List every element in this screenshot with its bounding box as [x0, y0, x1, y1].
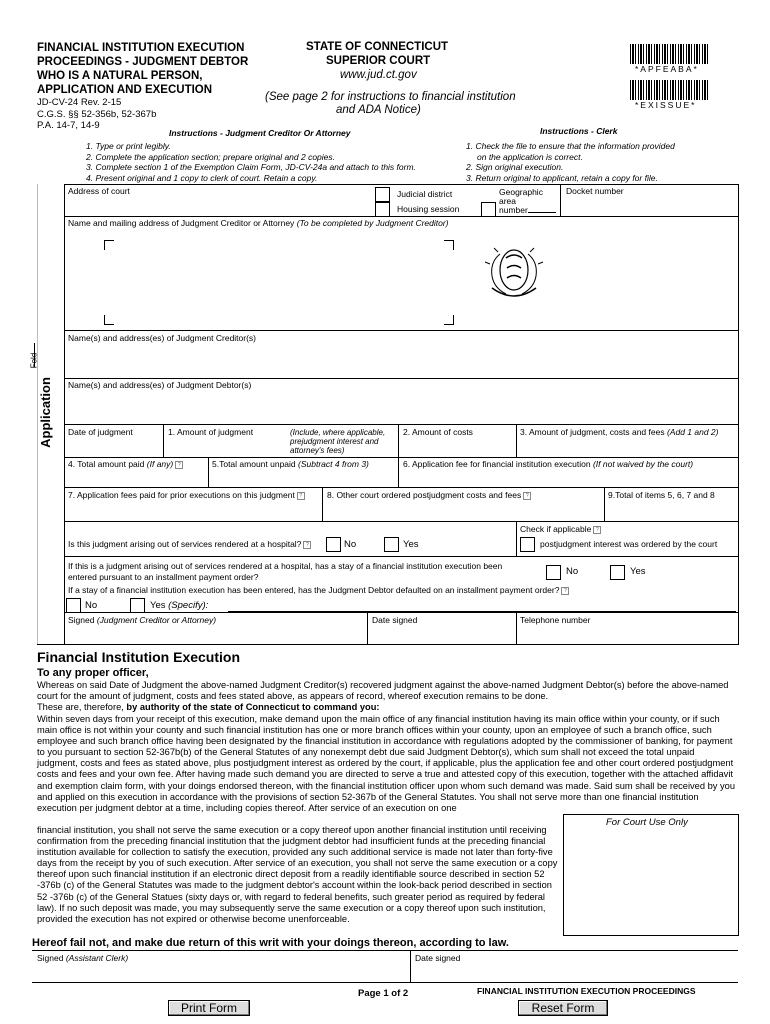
hospital-stay-question [68, 561, 502, 583]
application-label: Application [37, 377, 53, 448]
date-signed-label: Date signed [372, 615, 418, 625]
court-use-box [563, 814, 739, 936]
footer-form-name: FINANCIAL INSTITUTION EXECUTION PROCEEDINGS [477, 986, 696, 996]
check-if-applicable-text: Check if applicable [520, 524, 592, 534]
area-text: area [499, 196, 517, 206]
by-authority-text: by authority of the state of Connecticut to command you: [126, 702, 380, 712]
stay-no-label: No [566, 566, 579, 577]
hereof-text: Hereof fail not, and make due return of this writ with your doings thereon, according to law. [32, 937, 509, 949]
debtors-label: Name(s) and address(es) of Judgment Debtor(s) [68, 380, 252, 390]
creditor-item: 4. Present original and 1 copy to clerk of court. Retain a copy. [86, 172, 318, 183]
total-items-label: 9.Total of items 5, 6, 7 and 8 [608, 490, 715, 500]
barcode-1-text: *APFEABA* [635, 64, 699, 74]
help-icon[interactable]: ? [561, 587, 569, 595]
see-page-note-1: (See page 2 for instructions to financial institution [265, 91, 516, 103]
clerk-item: 1. Check the file to ensure that the information provided [466, 141, 675, 151]
form-title [37, 41, 248, 97]
website: www.jud.ct.gov [340, 69, 417, 81]
geographic-area-label [499, 188, 556, 215]
to-officer: To any proper officer, [37, 667, 149, 679]
not-waived-note: (If not waived by the court) [592, 459, 694, 469]
judicial-district-checkbox[interactable] [375, 187, 390, 202]
include-note: (Include, where applicable, prejudgment interest and attorney's fees) [290, 428, 386, 455]
page-number: Page 1 of 2 [358, 988, 409, 999]
number-text [499, 206, 556, 215]
hospital-question [68, 539, 311, 549]
clerk-date-signed-label: Date signed [415, 953, 461, 963]
creditor-item: 1. Type or print legibly. [86, 141, 171, 151]
barcode-2 [630, 80, 708, 100]
clerk-instructions [466, 141, 675, 183]
title-line-4: APPLICATION AND EXECUTION [37, 84, 213, 96]
total-paid-text: 4. Total amount paid [68, 459, 145, 469]
help-icon[interactable]: ? [175, 461, 183, 469]
clerk-signed-label [37, 953, 128, 963]
fold-mark [34, 343, 41, 367]
creditor-item: 3. Complete section 1 of the Exemption Claim Form, JD-CV-24a and attach to this form. [86, 162, 416, 172]
postjudgment-interest-checkbox[interactable] [520, 537, 535, 552]
subtract-note: (Subtract 4 from 3) [298, 459, 369, 469]
app-fees-prior-label [68, 490, 305, 500]
app-fees-prior-text: 7. Application fees paid for prior executions on this judgment [68, 490, 295, 500]
execution-paragraph-4: financial institution, you shall not serve the same execution or a copy thereof upon another financial institution until receiving confirmation from the preceding financial institution that the judgment debtor had insufficient funds at the preceding financial institution available for collection to satisfy the execution, provided any such additional service is made not later than forty-five days from the receipt by you of such execution. After service of an execution, you shall not serve the same execution or a copy thereof upon such financial institution if an electronic direct deposit from a readily identifiable source described in section 52 -376b (c) of the General Statutes was made to the judgment debtor's account within the look-back period described in section 52 -376b (c) of the General Statues (sixty days or, with regard to federal benefits, such greater period as required by federal law). If no such deposit was made, you may subsequently serve the same execution or a copy thereof upon such institution, provided the execution has not expired or otherwise become unenforceable. [37, 825, 558, 924]
check-if-applicable-label [520, 524, 601, 534]
help-icon[interactable]: ? [303, 541, 311, 549]
creditor-instructions [86, 141, 416, 183]
title-line-1: FINANCIAL INSTITUTION EXECUTION [37, 42, 245, 54]
execution-paragraph-2 [37, 702, 737, 713]
address-of-court-label: Address of court [68, 186, 130, 196]
default-yes-checkbox[interactable] [130, 598, 145, 613]
form-number: JD-CV-24 Rev. 2-15 [37, 97, 122, 108]
hospital-yes-checkbox[interactable] [384, 537, 399, 552]
clerk-item: 2. Sign original execution. [466, 162, 564, 172]
amount-of-judgment-label: 1. Amount of judgment [168, 427, 254, 437]
print-form-button[interactable]: Print Form [168, 1000, 250, 1016]
amount-costs-fees-label [520, 427, 718, 437]
court-use-label: For Court Use Only [606, 817, 688, 828]
name-mailing-text: Name and mailing address of Judgment Creditor or Attorney [68, 218, 295, 228]
title-line-3: WHO IS A NATURAL PERSON, [37, 70, 203, 82]
barcode-2-text: *EXISSUE* [635, 100, 697, 110]
title-line-2: PROCEEDINGS - JUDGMENT DEBTOR [37, 56, 249, 68]
stay-no-checkbox[interactable] [546, 565, 561, 580]
see-page-note-2: and ADA Notice) [336, 104, 421, 116]
help-icon[interactable]: ? [593, 526, 601, 534]
name-mailing-label [68, 218, 449, 228]
execution-title: Financial Institution Execution [37, 649, 241, 665]
hospital-yes-label: Yes [403, 539, 419, 550]
clerk-signed-text: Signed [37, 953, 64, 963]
public-act-reference: P.A. 14-7, 14-9 [37, 120, 100, 131]
default-yes-label [150, 600, 208, 611]
amount-of-costs-label: 2. Amount of costs [403, 427, 473, 437]
these-are-text: These are, therefore, [37, 702, 127, 712]
default-yes-text: Yes [150, 600, 166, 611]
telephone-label: Telephone number [520, 615, 591, 625]
stay-yes-label: Yes [630, 566, 646, 577]
default-no-checkbox[interactable] [66, 598, 81, 613]
reset-form-button[interactable]: Reset Form [518, 1000, 608, 1016]
other-costs-label [327, 490, 531, 500]
name-mailing-note: (To be completed by Judgment Creditor) [296, 218, 449, 228]
number-label: number [499, 205, 528, 215]
date-of-judgment-label: Date of judgment [68, 427, 133, 437]
hospital-no-label: No [344, 539, 357, 550]
total-unpaid-text: 5.Total amount unpaid [212, 459, 296, 469]
signed-label [68, 615, 216, 625]
creditor-item: 2. Complete the application section; prepare original and 2 copies. [86, 151, 336, 162]
help-icon[interactable]: ? [297, 492, 305, 500]
hospital-stay-line-1: If this is a judgment arising out of services rendered at a hospital, has a stay of a financial institution execution been [68, 561, 503, 571]
signed-note: (Judgment Creditor or Attorney) [96, 615, 217, 625]
creditors-label: Name(s) and address(es) of Judgment Creditor(s) [68, 333, 257, 343]
clerk-instructions-title: Instructions - Clerk [540, 126, 618, 136]
amount-costs-fees-text: 3. Amount of judgment, costs and fees [520, 427, 665, 437]
housing-session-label: Housing session [397, 204, 460, 214]
execution-paragraph-1: Whereas on said Date of Judgment the above-named Judgment Creditor(s) recovered judgment against the above-named Judgment Debtor(s) before the above-named court for the amount of judgment, costs and fees stated above, as appears of record, whereof execution remains to be done. [37, 680, 729, 702]
clerk-item: 3. Return original to applicant, retain a copy for file. [466, 172, 658, 183]
geographic-area-checkbox[interactable] [481, 202, 496, 217]
state-seal-icon [478, 244, 550, 302]
court-name: SUPERIOR COURT [326, 55, 431, 67]
add-note: (Add 1 and 2) [666, 427, 719, 437]
geographic-text: Geographic [499, 187, 543, 197]
default-no-label: No [85, 600, 98, 611]
signed-text: Signed [68, 615, 95, 625]
total-unpaid-label [212, 459, 369, 469]
hospital-stay-line-2: entered pursuant to an installment payment order? [68, 572, 259, 582]
if-any-note: (If any) [146, 459, 174, 469]
clerk-signed-note: (Assistant Clerk) [65, 953, 129, 963]
judicial-district-label: Judicial district [397, 189, 453, 199]
other-costs-text: 8. Other court ordered postjudgment costs and fees [327, 490, 522, 500]
creditor-instructions-title: Instructions - Judgment Creditor Or Attorney [169, 128, 351, 138]
postjudgment-interest-label: postjudgment interest was ordered by the court [540, 539, 718, 549]
clerk-item: on the application is correct. [477, 151, 583, 162]
housing-session-checkbox[interactable] [375, 202, 390, 217]
help-icon[interactable]: ? [523, 492, 531, 500]
stay-default-question [68, 585, 569, 595]
stay-yes-checkbox[interactable] [610, 565, 625, 580]
execution-paragraph-3: Within seven days from your receipt of this execution, make demand upon the main office of any financial institution having its main office within your county, or if such main office is not within your county and such financial institution has one or more branch offices within your county, upon an employee of such a branch office, such employee and such branch office having been designated by the financial institution in accordance with regulations adopted by the commissioner of banking, for payment to you pursuant to section 52-367b(b) of the General Statutes of any nonexempt debt due said Judgment Debtor(s), which sum shall not exceed the total unpaid judgment, costs and fees as stated above, plus postjudgment interest as ordered by the court, if applicable, plus the application fee and other court ordered postjudgment costs and fees and your own fee. After having made such demand you are directed to serve a true and attested copy of this execution, together with the attached affidavit and exemption claim form, with your doings endorsed thereon, with the financial institution officer upon whom such demand was made. Said sum shall be received by you and applied on this execution in accordance with the provisions of section 52-367b of the General Statutes. You shall not serve more than one financial institution execution per judgment debtor at a time, including copies thereof. After service of an execution on one [37, 714, 735, 813]
state-name: STATE OF CONNECTICUT [306, 41, 449, 53]
statute-reference: C.G.S. §§ 52-356b, 52-367b [37, 109, 157, 120]
fold-label: Fold [29, 352, 39, 369]
hospital-no-checkbox[interactable] [326, 537, 341, 552]
specify-text: (Specify): [168, 600, 209, 611]
app-fee-label [403, 459, 693, 469]
docket-number-label: Docket number [566, 186, 624, 196]
hospital-question-text: Is this judgment arising out of services rendered at a hospital? [68, 539, 302, 549]
app-fee-text: 6. Application fee for financial institution execution [403, 459, 591, 469]
address-window-frame [104, 240, 454, 325]
barcode-1 [630, 44, 708, 64]
total-paid-label [68, 459, 183, 469]
stay-default-text: If a stay of a financial institution execution has been entered, has the Judgment Debtor defaulted on an installment payment order? [68, 585, 560, 595]
